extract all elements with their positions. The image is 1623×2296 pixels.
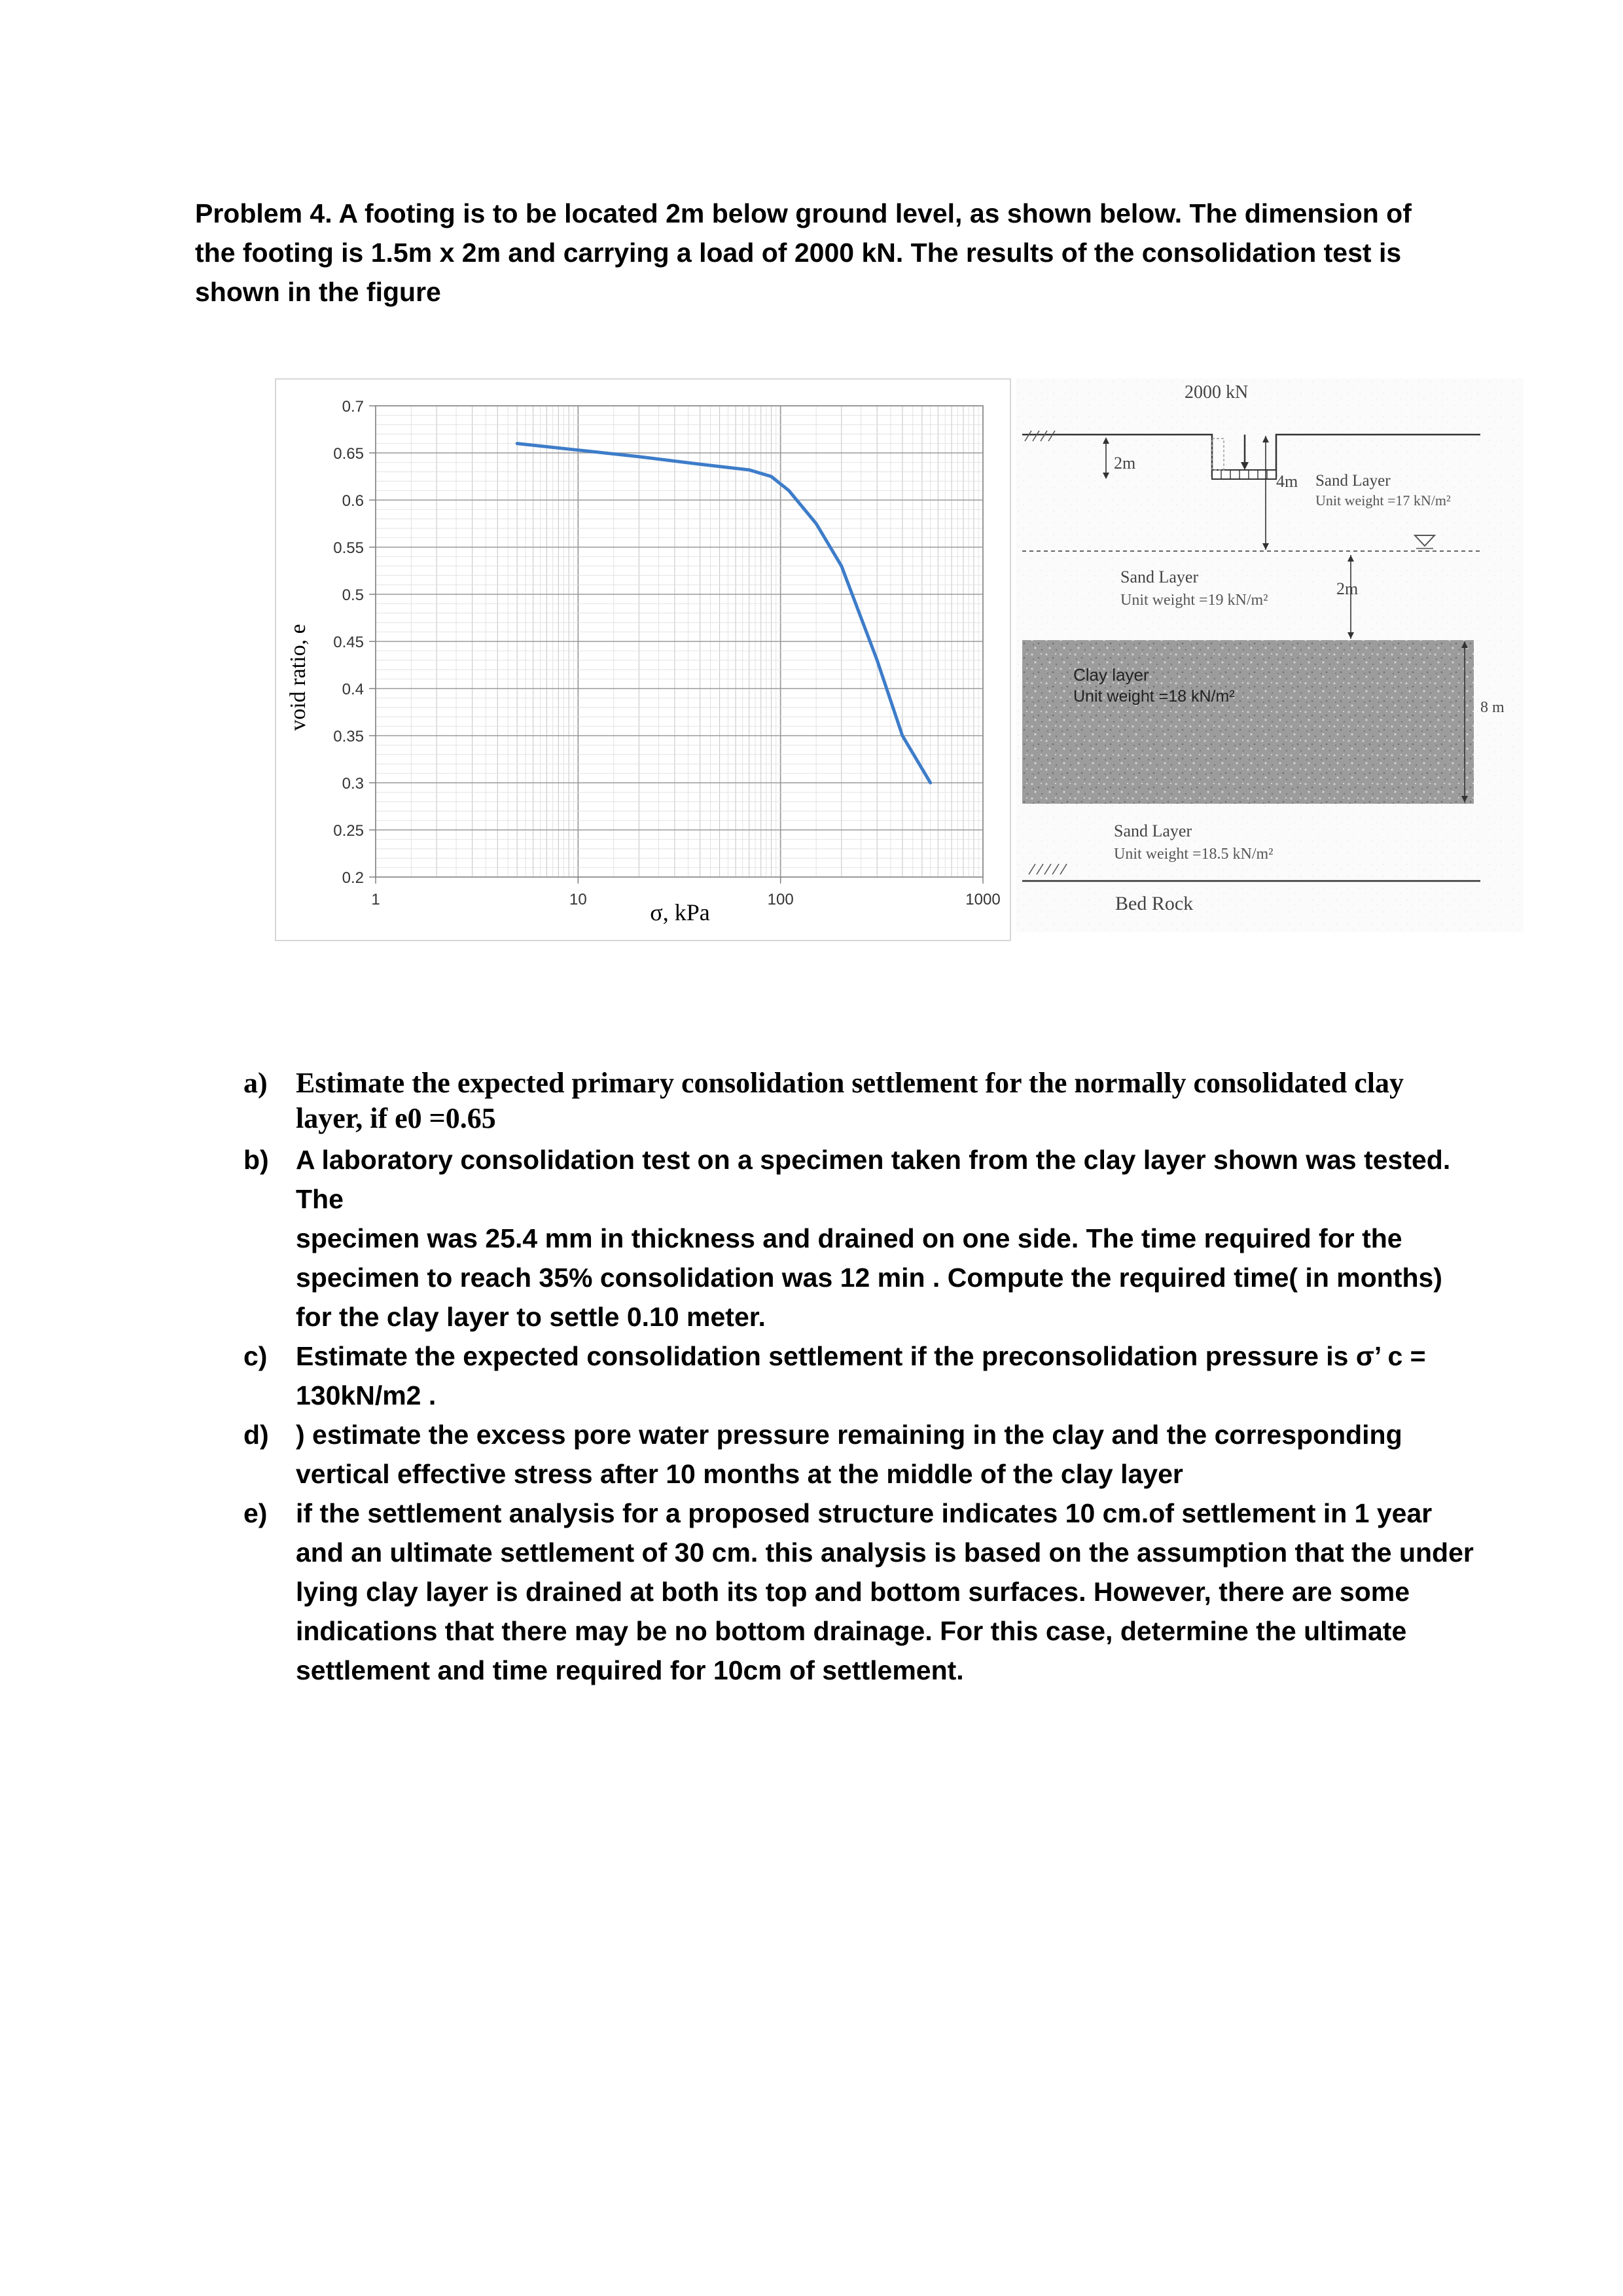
sand-top-weight: Unit weight =17 kN/m² — [1315, 492, 1451, 509]
x-tick-label: 1000 — [965, 891, 1001, 908]
y-tick-label: 0.5 — [342, 586, 364, 604]
x-tick-label: 100 — [767, 891, 794, 908]
question-e — [243, 1494, 1474, 1690]
question-a-text: Estimate the expected primary consolidation settlement for the normally consolidated clay layer, if e0 =0.65 — [296, 1067, 1404, 1134]
question-a-letter: a) — [243, 1067, 268, 1099]
question-e-letter: e) — [243, 1498, 268, 1528]
question-e-text: if the settlement analysis for a proposed structure indicates 10 cm.of settlement in 1 year and an ultimate settlement of 30 cm. this analysis is based on the assumption that the under lying clay layer is drained at both its top and bottom surfaces. However, there are some indications that there may be no bottom drainage. For this case, determine the ultimate settlement and time required for 10cm of settlement. — [296, 1498, 1474, 1685]
footing-depth-label: 2m — [1114, 454, 1136, 473]
sand-mid-height-label: 2m — [1336, 579, 1359, 598]
question-c — [243, 1336, 1474, 1415]
x-axis-title: σ, kPa — [650, 899, 710, 925]
soil-profile-figure — [1016, 378, 1524, 932]
question-b-text: A laboratory consolidation test on a specimen taken from the clay layer shown was tested. The — [296, 1145, 1451, 1214]
sand-bottom-weight: Unit weight =18.5 kN/m² — [1114, 846, 1274, 863]
question-b-text-cont: specimen was 25.4 mm in thickness and drained on one side. The time required for the specimen to reach 35% consolidation was 12 min . Compute the required time( in months) for the clay layer to settle 0.10 meter. — [296, 1223, 1442, 1332]
sand-mid-weight: Unit weight =19 kN/m² — [1120, 592, 1268, 609]
question-b — [243, 1140, 1474, 1336]
question-d — [243, 1415, 1474, 1494]
x-tick-label: 1 — [371, 891, 380, 908]
y-tick-label: 0.65 — [333, 445, 364, 463]
soil-profile-svg — [1016, 378, 1524, 932]
clay-weight: Unit weight =18 kN/m² — [1073, 687, 1235, 706]
consolidation-chart-svg — [276, 380, 1010, 940]
bedrock-label: Bed Rock — [1115, 893, 1194, 914]
question-b-letter: b) — [243, 1145, 269, 1175]
question-d-letter: d) — [243, 1420, 269, 1450]
y-tick-label: 0.25 — [333, 822, 364, 840]
y-tick-label: 0.4 — [342, 681, 364, 698]
y-tick-label: 0.45 — [333, 634, 364, 651]
question-d-text: ) estimate the excess pore water pressure remaining in the clay and the corresponding vertical effective stress after 10 months at the middle of the clay layer — [296, 1420, 1402, 1489]
sand-mid-name: Sand Layer — [1120, 567, 1199, 586]
y-tick-label: 0.2 — [342, 869, 364, 887]
question-c-text: Estimate the expected consolidation settlement if the preconsolidation pressure is σ’ c = 130kN/m2 . — [296, 1341, 1426, 1410]
load-label: 2000 kN — [1185, 382, 1249, 403]
sand-bottom-name: Sand Layer — [1114, 821, 1192, 840]
clay-height-label: 8 m — [1480, 699, 1505, 716]
y-tick-label: 0.7 — [342, 398, 364, 416]
y-tick-label: 0.35 — [333, 728, 364, 745]
sand-top-name: Sand Layer — [1315, 472, 1391, 490]
x-tick-label: 10 — [569, 891, 587, 908]
sand-top-height-label: 4m — [1276, 472, 1298, 491]
y-axis-title: void ratio, e — [286, 624, 310, 731]
question-a — [243, 1066, 1474, 1136]
clay-name: Clay layer — [1073, 665, 1149, 685]
problem-heading: Problem 4. A footing is to be located 2m below ground level, as shown below. The dimension of the footing is 1.5m x 2m and carrying a load of 2000 kN. The results of the consolidation test is shown in the figure — [195, 198, 1412, 307]
question-list — [243, 1066, 1474, 1690]
consolidation-chart — [275, 378, 1011, 941]
y-tick-label: 0.3 — [342, 775, 364, 793]
y-tick-label: 0.55 — [333, 539, 364, 557]
y-tick-label: 0.6 — [342, 492, 364, 510]
question-c-letter: c) — [243, 1341, 268, 1371]
